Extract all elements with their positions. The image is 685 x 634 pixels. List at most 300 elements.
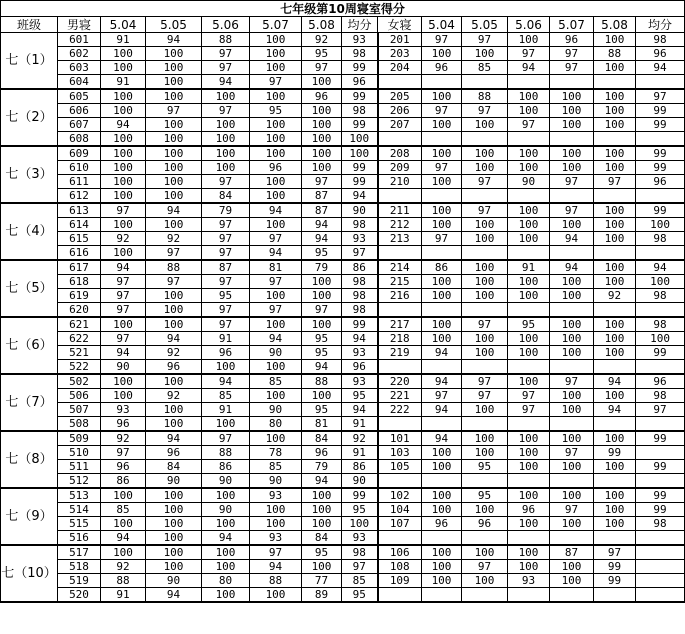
male-score: 100 — [202, 360, 250, 375]
male-score: 79 — [202, 203, 250, 218]
female-score: 100 — [594, 275, 636, 289]
female-score: 97 — [550, 61, 594, 75]
male-score: 97 — [250, 303, 302, 318]
male-score: 94 — [146, 332, 202, 346]
male-room: 507 — [58, 403, 101, 417]
male-score: 100 — [101, 246, 146, 261]
header-date: 5.06 — [202, 17, 250, 33]
table-row — [1, 275, 685, 289]
female-average: 96 — [636, 175, 685, 189]
table-title: 七年级第10周寝室得分 — [1, 1, 685, 17]
class-label: 七（7） — [1, 374, 58, 431]
female-score: 92 — [594, 289, 636, 303]
table-row — [1, 474, 685, 489]
male-score: 100 — [146, 89, 202, 104]
female-average: 96 — [636, 47, 685, 61]
female-room: 220 — [378, 374, 422, 389]
male-score: 84 — [146, 460, 202, 474]
male-score: 97 — [146, 246, 202, 261]
male-room: 612 — [58, 189, 101, 204]
female-score — [462, 417, 508, 432]
female-score: 100 — [462, 503, 508, 517]
female-score — [462, 189, 508, 204]
male-score: 92 — [101, 560, 146, 574]
male-room: 519 — [58, 574, 101, 588]
male-average: 96 — [342, 360, 378, 375]
female-score: 93 — [508, 574, 550, 588]
female-average — [636, 588, 685, 603]
table-row — [1, 246, 685, 261]
female-room: 215 — [378, 275, 422, 289]
male-average: 98 — [342, 47, 378, 61]
male-score: 100 — [250, 33, 302, 47]
female-score: 100 — [422, 446, 462, 460]
male-score: 100 — [101, 132, 146, 147]
male-score: 100 — [146, 374, 202, 389]
female-score: 97 — [462, 317, 508, 332]
female-score — [550, 360, 594, 375]
male-score: 97 — [202, 61, 250, 75]
male-score: 77 — [302, 574, 342, 588]
male-average: 98 — [342, 218, 378, 232]
male-average: 100 — [342, 146, 378, 161]
male-score: 91 — [101, 588, 146, 603]
female-average: 98 — [636, 232, 685, 246]
male-score: 100 — [146, 175, 202, 189]
male-score: 94 — [302, 232, 342, 246]
male-score: 100 — [146, 517, 202, 531]
male-room: 502 — [58, 374, 101, 389]
male-score: 97 — [302, 175, 342, 189]
male-score: 100 — [302, 317, 342, 332]
female-score: 100 — [422, 332, 462, 346]
table-row — [1, 232, 685, 246]
female-score: 100 — [462, 574, 508, 588]
female-average: 98 — [636, 517, 685, 531]
female-score: 100 — [550, 389, 594, 403]
male-score: 100 — [146, 545, 202, 560]
male-score: 96 — [302, 89, 342, 104]
female-score: 100 — [550, 118, 594, 132]
female-score: 100 — [594, 460, 636, 474]
male-room: 515 — [58, 517, 101, 531]
female-score: 99 — [594, 574, 636, 588]
male-score: 94 — [101, 260, 146, 275]
male-average: 99 — [342, 488, 378, 503]
male-average: 99 — [342, 161, 378, 175]
table-row — [1, 89, 685, 104]
male-average: 99 — [342, 118, 378, 132]
female-score: 100 — [550, 146, 594, 161]
male-room: 602 — [58, 47, 101, 61]
male-score: 94 — [101, 118, 146, 132]
female-room: 218 — [378, 332, 422, 346]
male-score: 100 — [101, 146, 146, 161]
male-room: 512 — [58, 474, 101, 489]
male-score: 94 — [146, 33, 202, 47]
female-score: 99 — [594, 446, 636, 460]
male-score: 100 — [101, 218, 146, 232]
male-score: 84 — [202, 189, 250, 204]
male-score: 100 — [202, 161, 250, 175]
female-room — [378, 75, 422, 90]
female-score: 100 — [508, 89, 550, 104]
male-score: 94 — [302, 360, 342, 375]
female-score — [550, 417, 594, 432]
class-label: 七（6） — [1, 317, 58, 374]
female-score: 100 — [508, 332, 550, 346]
female-score: 100 — [462, 218, 508, 232]
female-average — [636, 132, 685, 147]
male-score: 100 — [250, 118, 302, 132]
female-score: 97 — [462, 203, 508, 218]
male-score: 97 — [202, 218, 250, 232]
header-date: 5.07 — [550, 17, 594, 33]
female-score: 100 — [508, 488, 550, 503]
male-score: 92 — [302, 33, 342, 47]
female-score — [462, 75, 508, 90]
table-row — [1, 460, 685, 474]
male-score: 97 — [302, 61, 342, 75]
male-score: 100 — [250, 61, 302, 75]
female-room: 214 — [378, 260, 422, 275]
female-room: 103 — [378, 446, 422, 460]
male-room: 518 — [58, 560, 101, 574]
male-room: 606 — [58, 104, 101, 118]
female-score: 85 — [462, 61, 508, 75]
male-score: 100 — [302, 560, 342, 574]
female-score — [462, 531, 508, 546]
male-average: 92 — [342, 431, 378, 446]
female-average — [636, 574, 685, 588]
female-score: 91 — [508, 260, 550, 275]
female-score — [422, 246, 462, 261]
female-score: 100 — [550, 403, 594, 417]
female-score: 100 — [508, 517, 550, 531]
female-room: 203 — [378, 47, 422, 61]
male-score: 100 — [101, 175, 146, 189]
male-score: 93 — [250, 531, 302, 546]
female-score: 100 — [508, 431, 550, 446]
male-average: 90 — [342, 474, 378, 489]
female-score: 100 — [508, 146, 550, 161]
female-room: 101 — [378, 431, 422, 446]
female-score — [422, 189, 462, 204]
female-score: 97 — [508, 118, 550, 132]
female-score: 100 — [594, 89, 636, 104]
female-average — [636, 303, 685, 318]
male-score: 100 — [101, 517, 146, 531]
table-row — [1, 161, 685, 175]
male-score: 100 — [250, 431, 302, 446]
table-row — [1, 360, 685, 375]
female-score: 100 — [550, 460, 594, 474]
male-room: 616 — [58, 246, 101, 261]
female-score — [422, 588, 462, 603]
male-average: 93 — [342, 33, 378, 47]
male-score: 97 — [202, 431, 250, 446]
female-average: 99 — [636, 488, 685, 503]
female-average: 99 — [636, 203, 685, 218]
male-average: 98 — [342, 275, 378, 289]
table-row — [1, 47, 685, 61]
male-score: 100 — [202, 89, 250, 104]
female-room: 207 — [378, 118, 422, 132]
male-score: 100 — [250, 132, 302, 147]
male-score: 97 — [302, 303, 342, 318]
table-row — [1, 118, 685, 132]
header-average: 均分 — [342, 17, 378, 33]
female-score: 100 — [462, 403, 508, 417]
female-score — [550, 474, 594, 489]
male-score: 88 — [202, 446, 250, 460]
male-score: 94 — [302, 218, 342, 232]
female-room: 219 — [378, 346, 422, 360]
male-score: 94 — [101, 346, 146, 360]
male-score: 100 — [202, 560, 250, 574]
male-room: 514 — [58, 503, 101, 517]
header-date: 5.05 — [146, 17, 202, 33]
female-room: 104 — [378, 503, 422, 517]
female-room: 217 — [378, 317, 422, 332]
male-average: 98 — [342, 303, 378, 318]
table-row — [1, 175, 685, 189]
male-score: 100 — [146, 47, 202, 61]
male-average: 93 — [342, 346, 378, 360]
female-score: 100 — [550, 488, 594, 503]
male-score: 100 — [250, 317, 302, 332]
table-row — [1, 33, 685, 47]
male-score: 94 — [250, 203, 302, 218]
female-score: 97 — [462, 104, 508, 118]
male-room: 511 — [58, 460, 101, 474]
male-score: 100 — [101, 389, 146, 403]
female-score: 100 — [422, 560, 462, 574]
male-score: 100 — [146, 75, 202, 90]
female-score: 100 — [594, 146, 636, 161]
female-room: 201 — [378, 33, 422, 47]
female-score — [550, 303, 594, 318]
female-score: 94 — [594, 403, 636, 417]
female-score: 100 — [422, 317, 462, 332]
male-room: 520 — [58, 588, 101, 603]
female-score: 90 — [508, 175, 550, 189]
class-label: 七（9） — [1, 488, 58, 545]
female-score: 97 — [462, 560, 508, 574]
female-room: 107 — [378, 517, 422, 531]
male-score: 100 — [202, 517, 250, 531]
female-score: 100 — [594, 517, 636, 531]
female-score — [550, 75, 594, 90]
female-score — [594, 303, 636, 318]
female-score — [594, 531, 636, 546]
male-score: 97 — [202, 175, 250, 189]
male-score: 97 — [101, 446, 146, 460]
table-row — [1, 545, 685, 560]
female-score — [422, 75, 462, 90]
female-score: 100 — [462, 346, 508, 360]
male-score: 100 — [202, 417, 250, 432]
female-average: 99 — [636, 503, 685, 517]
female-score: 100 — [594, 161, 636, 175]
female-average — [636, 446, 685, 460]
male-score: 88 — [250, 574, 302, 588]
female-room — [378, 360, 422, 375]
female-score: 94 — [550, 260, 594, 275]
female-average — [636, 560, 685, 574]
female-score: 97 — [508, 389, 550, 403]
female-average: 94 — [636, 61, 685, 75]
male-score: 88 — [202, 33, 250, 47]
male-room: 619 — [58, 289, 101, 303]
female-score: 100 — [550, 275, 594, 289]
male-score: 90 — [250, 346, 302, 360]
male-room: 506 — [58, 389, 101, 403]
female-average: 100 — [636, 275, 685, 289]
male-score: 100 — [250, 218, 302, 232]
female-average: 98 — [636, 389, 685, 403]
male-score: 100 — [146, 488, 202, 503]
header-class: 班级 — [1, 17, 58, 33]
male-score: 92 — [101, 232, 146, 246]
male-score: 100 — [202, 146, 250, 161]
header-date: 5.06 — [508, 17, 550, 33]
class-label: 七（2） — [1, 89, 58, 146]
female-score: 100 — [462, 446, 508, 460]
table-row — [1, 75, 685, 90]
male-score: 100 — [146, 289, 202, 303]
male-score: 85 — [250, 374, 302, 389]
female-average: 99 — [636, 431, 685, 446]
female-score: 97 — [550, 203, 594, 218]
male-score: 90 — [202, 503, 250, 517]
female-room: 221 — [378, 389, 422, 403]
male-average: 93 — [342, 531, 378, 546]
class-label: 七（8） — [1, 431, 58, 488]
male-average: 94 — [342, 332, 378, 346]
male-score: 100 — [146, 403, 202, 417]
table-row — [1, 289, 685, 303]
male-room: 609 — [58, 146, 101, 161]
table-row — [1, 431, 685, 446]
female-score: 100 — [550, 317, 594, 332]
female-score — [550, 531, 594, 546]
male-score: 100 — [146, 132, 202, 147]
female-score: 88 — [462, 89, 508, 104]
male-score: 95 — [302, 246, 342, 261]
male-average: 93 — [342, 232, 378, 246]
male-room: 521 — [58, 346, 101, 360]
male-score: 86 — [202, 460, 250, 474]
male-average: 91 — [342, 417, 378, 432]
male-score: 95 — [202, 289, 250, 303]
female-score: 100 — [550, 560, 594, 574]
class-label: 七（1） — [1, 33, 58, 90]
female-score: 100 — [508, 446, 550, 460]
table-row — [1, 374, 685, 389]
male-score: 100 — [146, 560, 202, 574]
male-score: 78 — [250, 446, 302, 460]
male-average: 86 — [342, 460, 378, 474]
male-score: 100 — [250, 588, 302, 603]
male-score: 97 — [101, 203, 146, 218]
male-score: 100 — [302, 389, 342, 403]
female-score: 100 — [508, 374, 550, 389]
male-room: 618 — [58, 275, 101, 289]
female-score: 94 — [594, 374, 636, 389]
female-average: 100 — [636, 218, 685, 232]
male-room: 603 — [58, 61, 101, 75]
female-score: 95 — [462, 460, 508, 474]
female-average: 94 — [636, 260, 685, 275]
male-score: 96 — [101, 460, 146, 474]
male-score: 100 — [250, 389, 302, 403]
male-score: 85 — [250, 460, 302, 474]
female-average — [636, 75, 685, 90]
male-score: 100 — [101, 317, 146, 332]
male-score: 95 — [250, 104, 302, 118]
male-score: 100 — [202, 132, 250, 147]
male-score: 100 — [101, 161, 146, 175]
female-score: 97 — [422, 232, 462, 246]
female-score: 97 — [422, 104, 462, 118]
male-score: 89 — [302, 588, 342, 603]
male-room: 611 — [58, 175, 101, 189]
female-score — [508, 588, 550, 603]
female-score — [594, 189, 636, 204]
male-score: 80 — [202, 574, 250, 588]
female-score — [462, 588, 508, 603]
male-score: 100 — [101, 488, 146, 503]
male-average: 95 — [342, 588, 378, 603]
female-score: 97 — [550, 446, 594, 460]
female-score — [594, 588, 636, 603]
female-room: 213 — [378, 232, 422, 246]
female-score: 100 — [550, 517, 594, 531]
male-average: 100 — [342, 132, 378, 147]
header-date: 5.04 — [422, 17, 462, 33]
male-score: 94 — [202, 75, 250, 90]
female-score — [508, 303, 550, 318]
male-average: 96 — [342, 75, 378, 90]
male-score: 97 — [202, 317, 250, 332]
female-room: 204 — [378, 61, 422, 75]
male-average: 97 — [342, 560, 378, 574]
table-row — [1, 346, 685, 360]
male-score: 100 — [101, 104, 146, 118]
table-row — [1, 104, 685, 118]
header-date: 5.08 — [302, 17, 342, 33]
female-score: 97 — [422, 33, 462, 47]
male-room: 610 — [58, 161, 101, 175]
male-score: 80 — [250, 417, 302, 432]
male-score: 86 — [101, 474, 146, 489]
male-score: 97 — [146, 275, 202, 289]
female-score: 100 — [462, 146, 508, 161]
male-score: 87 — [202, 260, 250, 275]
female-score: 100 — [594, 317, 636, 332]
male-score: 90 — [250, 403, 302, 417]
female-room: 216 — [378, 289, 422, 303]
male-room: 605 — [58, 89, 101, 104]
male-average: 91 — [342, 446, 378, 460]
male-score: 90 — [202, 474, 250, 489]
female-average: 96 — [636, 374, 685, 389]
header-date: 5.05 — [462, 17, 508, 33]
male-score: 94 — [250, 332, 302, 346]
female-score: 94 — [422, 374, 462, 389]
female-score: 100 — [422, 146, 462, 161]
